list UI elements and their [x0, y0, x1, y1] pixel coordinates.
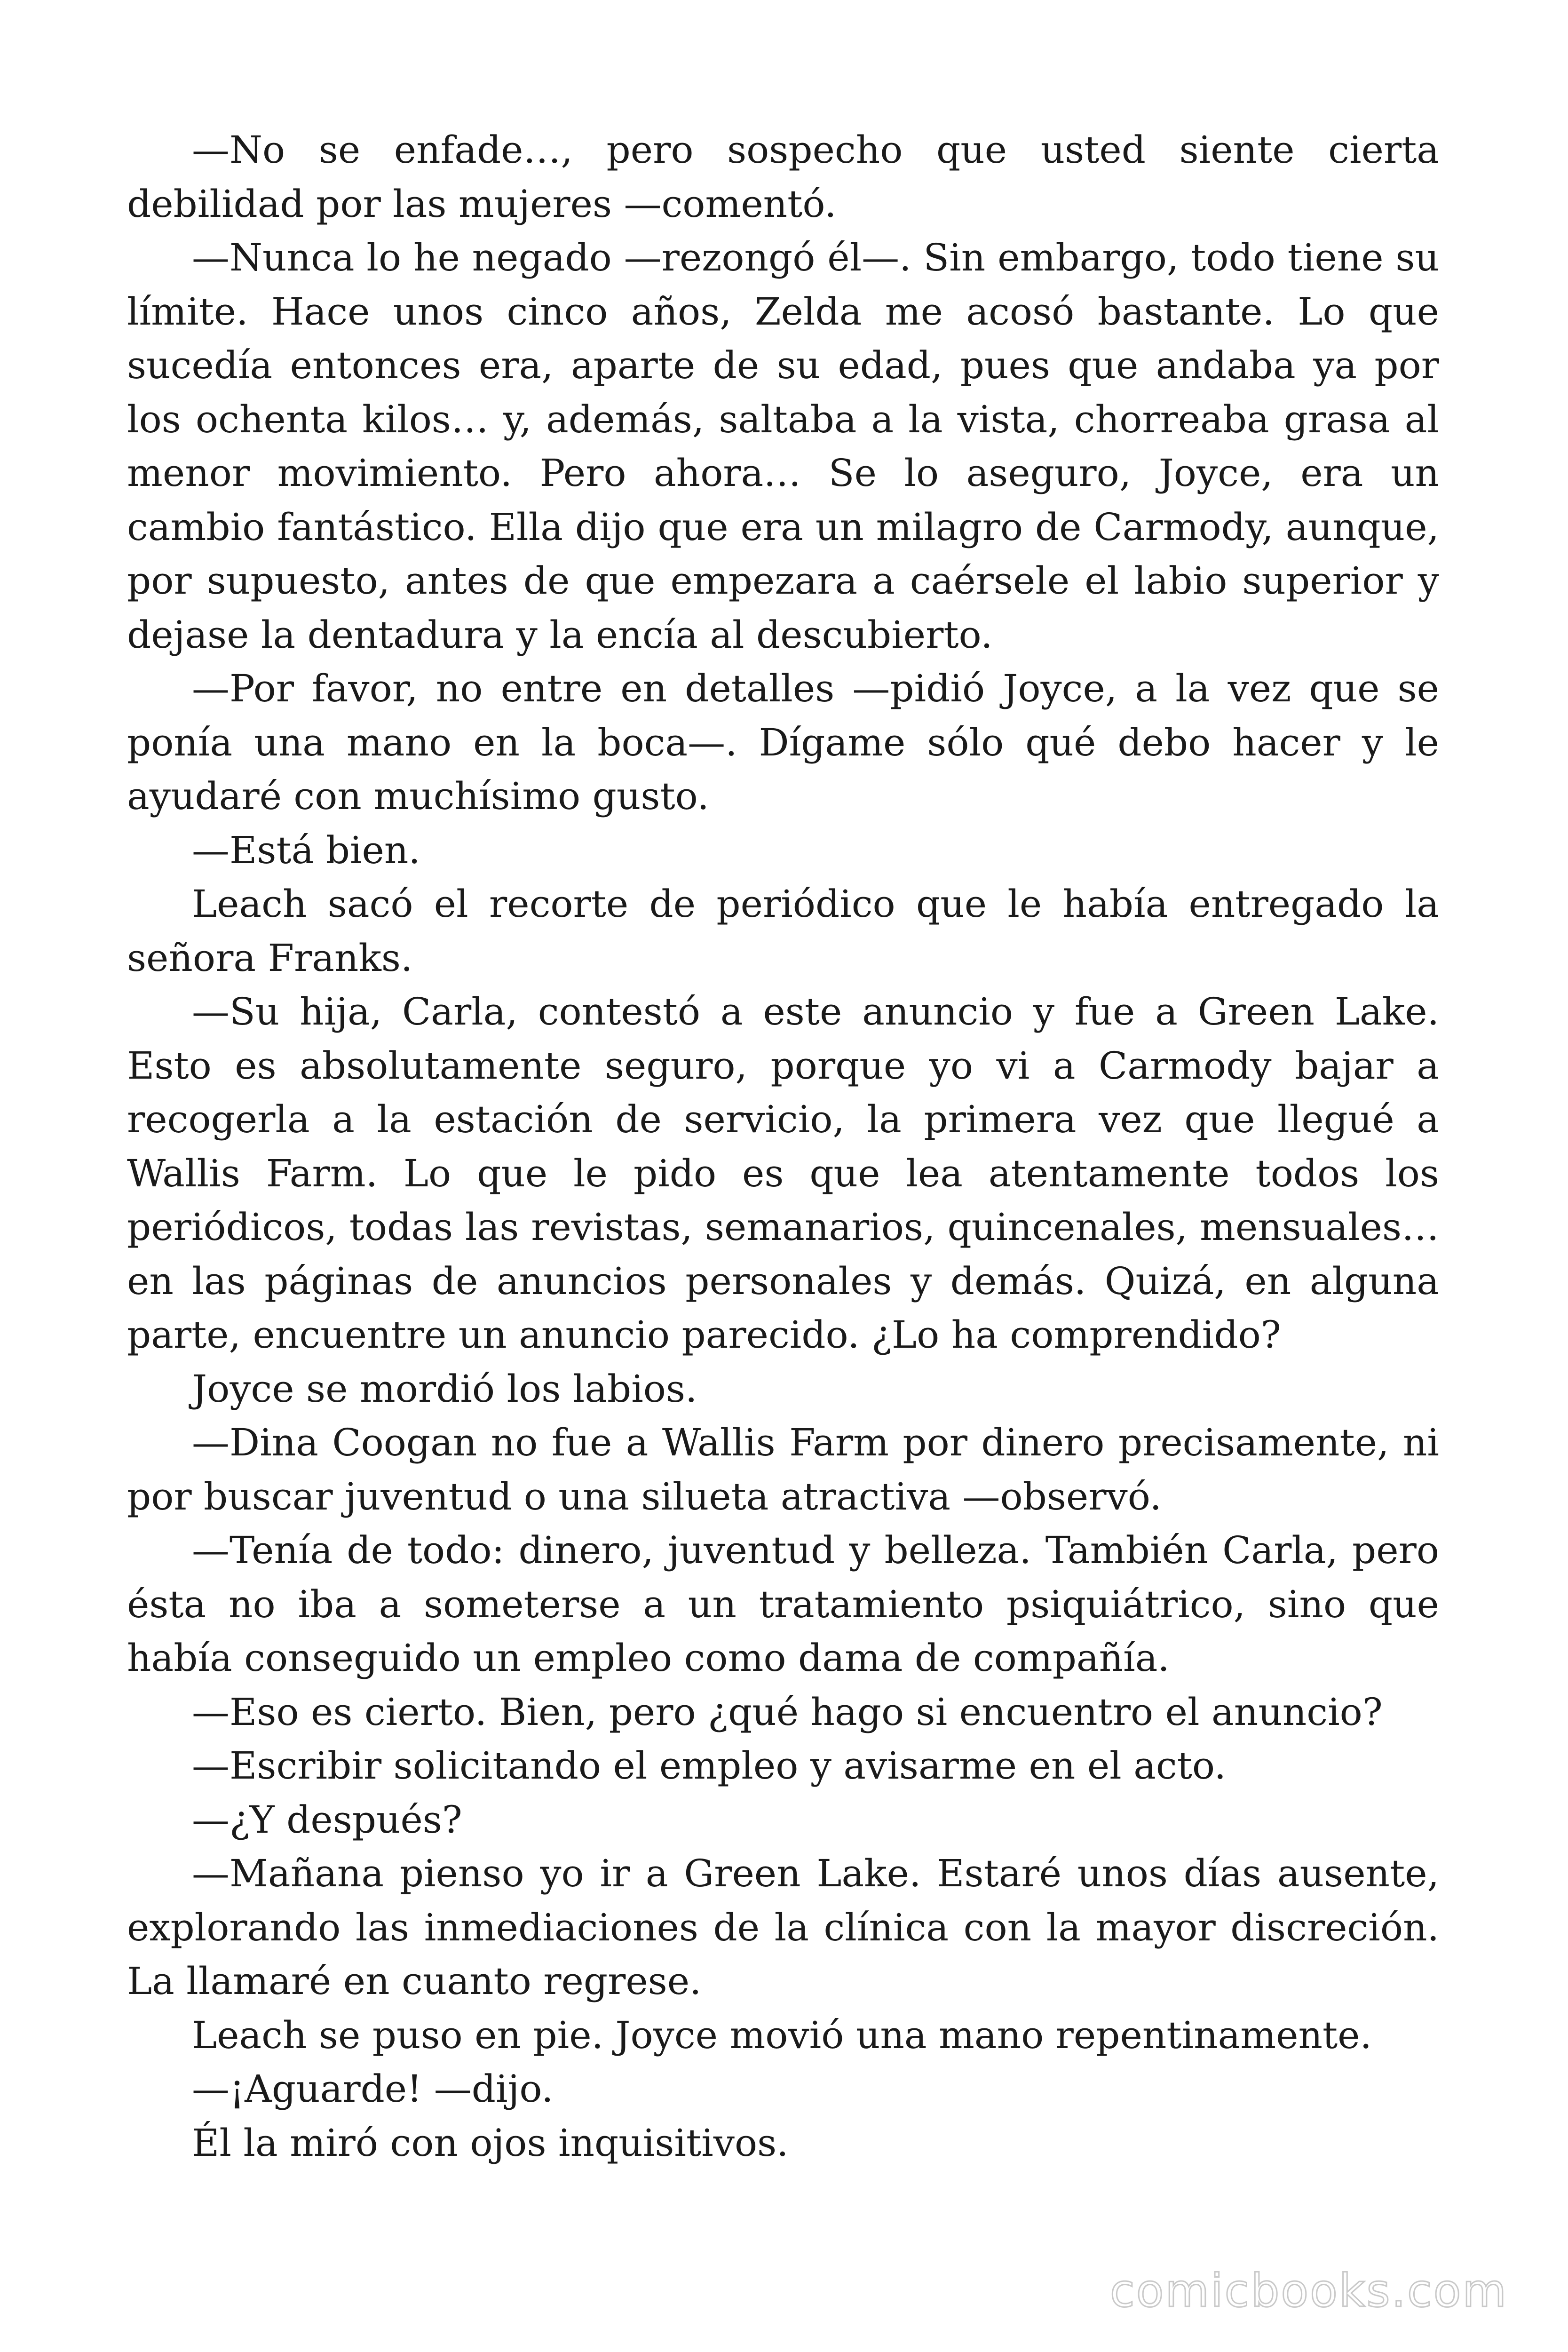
paragraph: Leach se puso en pie. Joyce movió una mano repentinamente. [192, 2013, 1372, 2057]
watermark: comicbooks.com [1109, 2265, 1508, 2317]
paragraph: —Mañana pienso yo ir a Green Lake. Estaré unos días ausente, explorando las inmediaciones de la clínica con la mayor discreción. La llamaré en cuanto regrese. [127, 1851, 1439, 2003]
book-page-text [127, 123, 1439, 2170]
paragraph: Él la miró con ojos inquisitivos. [192, 2121, 789, 2165]
paragraph: Joyce se mordió los labios. [192, 1367, 697, 1411]
paragraph: Leach sacó el recorte de periódico que le había entregado la señora Franks. [127, 882, 1439, 980]
paragraph: —Está bien. [192, 828, 420, 872]
paragraph: —Dina Coogan no fue a Wallis Farm por dinero precisamente, ni por buscar juventud o una silueta atractiva —observó. [127, 1421, 1439, 1518]
paragraph: —Escribir solicitando el empleo y avisarme en el acto. [192, 1744, 1227, 1788]
paragraph: —Nunca lo he negado —rezongó él—. Sin embargo, todo tiene su límite. Hace unos cinco años, Zelda me acosó bastante. Lo que sucedía entonces era, aparte de su edad, pues que andaba ya por los ochenta kilos… y, además, saltaba a la vista, chorreaba grasa al menor movimiento. Pero ahora… Se lo aseguro, Joyce, era un cambio fantástico. Ella dijo que era un milagro de Carmody, aunque, por supuesto, antes de que empezara a caérsele el labio superior y dejase la dentadura y la encía al descubierto. [127, 236, 1439, 657]
paragraph: —¿Y después? [192, 1797, 462, 1842]
paragraph: —Por favor, no entre en detalles —pidió Joyce, a la vez que se ponía una mano en la boca—. Dígame sólo qué debo hacer y le ayudaré con muchísimo gusto. [127, 667, 1439, 818]
paragraph: —¡Aguarde! —dijo. [192, 2067, 554, 2111]
paragraph: —Eso es cierto. Bien, pero ¿qué hago si encuentro el anuncio? [192, 1690, 1383, 1734]
paragraph: —Tenía de todo: dinero, juventud y belleza. También Carla, pero ésta no iba a someterse a un tratamiento psiquiátrico, sino que había conseguido un empleo como dama de compañía. [127, 1528, 1439, 1680]
paragraph: —Su hija, Carla, contestó a este anuncio y fue a Green Lake. Esto es absolutamente seguro, porque yo vi a Carmody bajar a recogerla a la estación de servicio, la primera vez que llegué a Wallis Farm. Lo que le pido es que lea atentamente todos los periódicos, todas las revistas, semanarios, quincenales, mensuales… en las páginas de anuncios personales y demás. Quizá, en alguna parte, encuentre un anuncio parecido. ¿Lo ha comprendido? [127, 990, 1439, 1357]
paragraph: —No se enfade…, pero sospecho que usted siente cierta debilidad por las mujeres —comentó. [127, 128, 1439, 226]
